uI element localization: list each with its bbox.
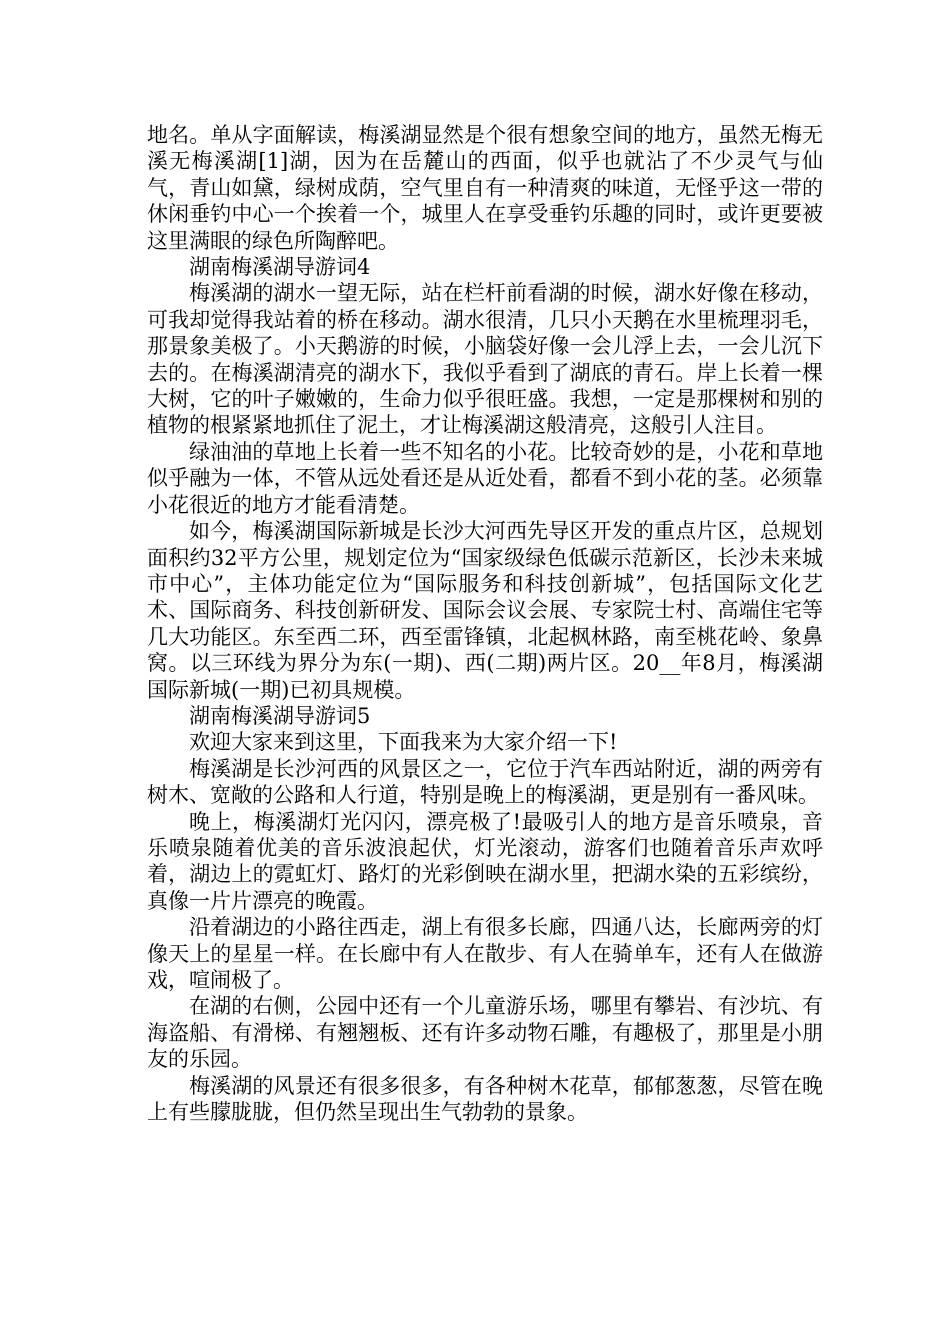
- paragraph: 欢迎大家来到这里，下面我来为大家介绍一下!: [189, 730, 618, 755]
- paragraph: 沿着湖边的小路往西走，湖上有很多长廊，四通八达，长廊两旁的灯像天上的星星一样。在长廊中有人在散步、有人在骑单车，还有人在做游戏，喧闹极了。: [147, 915, 823, 992]
- paragraph: 晚上，梅溪湖灯光闪闪，漂亮极了!最吸引人的地方是音乐喷泉，音乐喷泉随着优美的音乐波浪起伏，灯光滚动，游客们也随着音乐声欢呼着，湖边上的霓虹灯、路灯的光彩倒映在湖水里，把湖水染的五彩缤纷，真像一片片漂亮的晚霞。: [147, 809, 823, 913]
- paragraph-continued: 地名。单从字面解读，梅溪湖显然是个很有想象空间的地方，虽然无梅无溪无梅溪湖[1]湖，因为在岳麓山的西面，似乎也就沾了不少灵气与仙气，青山如黛，绿树成荫，空气里自有一种清爽的味道，无怪乎这一带的休闲垂钓中心一个挨着一个，城里人在享受垂钓乐趣的同时，或许更要被这里满眼的绿色所陶醉吧。: [147, 123, 823, 253]
- section-heading-5: 湖南梅溪湖导游词5: [189, 703, 371, 728]
- section-heading-4: 湖南梅溪湖导游词4: [189, 255, 371, 280]
- paragraph: 绿油油的草地上长着一些不知名的小花。比较奇妙的是，小花和草地似乎融为一体，不管从远处看还是从近处看，都看不到小花的茎。必须靠小花很近的地方才能看清楚。: [147, 439, 823, 517]
- paragraph: 梅溪湖的风景还有很多很多，有各种树木花草，郁郁葱葱，尽管在晚上有些朦胧胧，但仍然呈现出生气勃勃的景象。: [147, 1073, 823, 1125]
- paragraph: 在湖的右侧，公园中还有一个儿童游乐场，哪里有攀岩、有沙坑、有海盗船、有滑梯、有翘翘板、还有许多动物石雕，有趣极了，那里是小朋友的乐园。: [147, 994, 823, 1072]
- paragraph: 如今，梅溪湖国际新城是长沙大河西先导区开发的重点片区，总规划面积约32平方公里，规划定位为“国家级绿色低碳示范新区，长沙未来城市中心”，主体功能定位为“国际服务和科技创新城”，包括国际文化艺术、国际商务、科技创新研发、国际会议会展、专家院士村、高端住宅等几大功能区。东至西二环，西至雷锋镇，北起枫林路，南至桃花岭、象鼻窝。以三环线为界分为东(一期)、西(二期)两片区。20__年8月，梅溪湖国际新城(一期)已初具规模。: [147, 519, 823, 702]
- paragraph: 梅溪湖的湖水一望无际，站在栏杆前看湖的时候，湖水好像在移动，可我却觉得我站着的桥在移动。湖水很清，几只小天鹅在水里梳理羽毛，那景象美极了。小天鹅游的时候，小脑袋好像一会儿浮上去，一会儿沉下去的。在梅溪湖清亮的湖水下，我似乎看到了湖底的青石。岸上长着一棵大树，它的叶子嫩嫩的，生命力似乎很旺盛。我想，一定是那棵树和别的植物的根紧紧地抓住了泥土，才让梅溪湖这般清亮，这般引人注目。: [147, 281, 823, 438]
- document-body: [147, 122, 823, 1125]
- paragraph: 梅溪湖是长沙河西的风景区之一，它位于汽车西站附近，湖的两旁有树木、宽敞的公路和人行道，特别是晚上的梅溪湖，更是别有一番风味。: [147, 756, 823, 808]
